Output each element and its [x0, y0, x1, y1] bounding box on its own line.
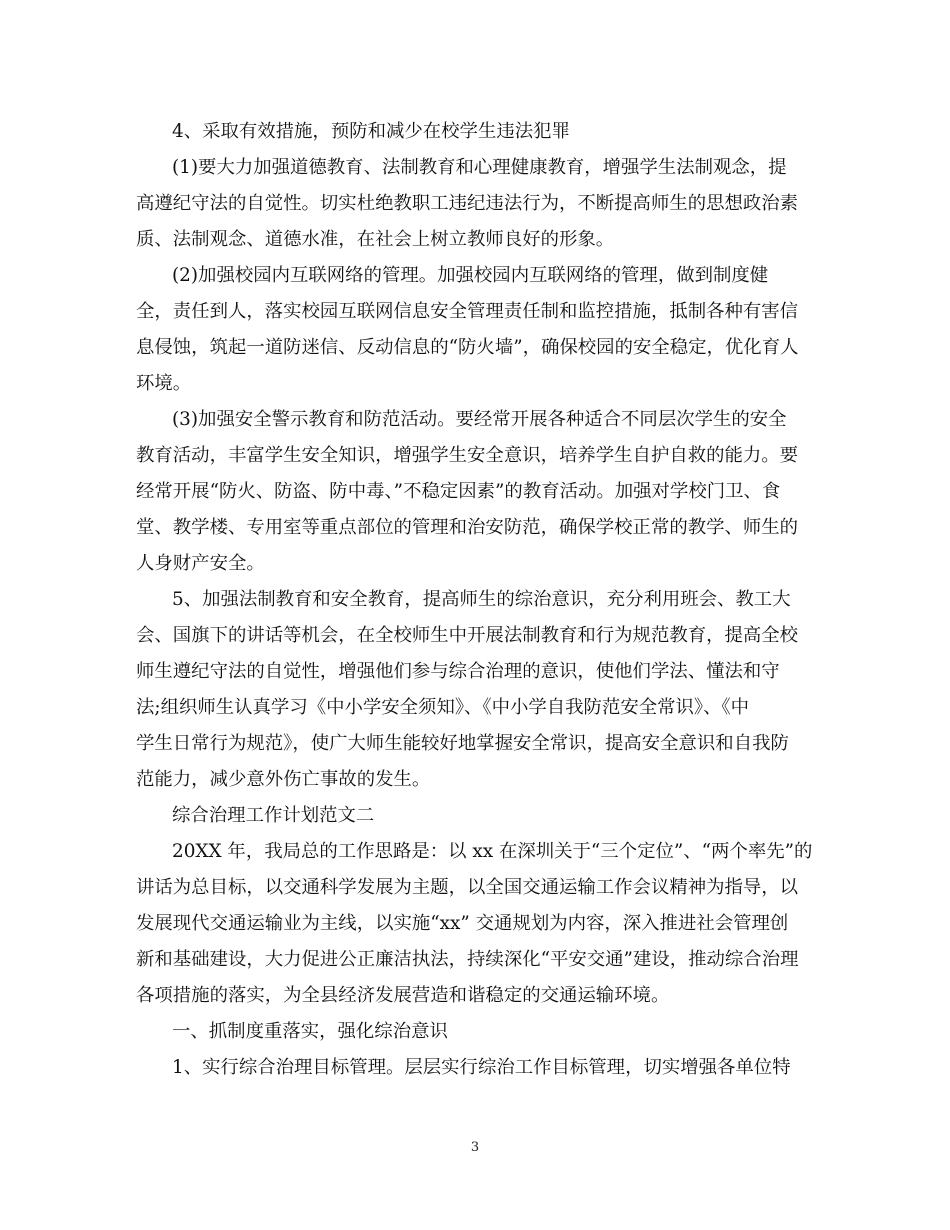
text-line: 讲话为总目标，以交通科学发展为主题，以全国交通运输工作会议精神为指导，以 — [136, 877, 799, 898]
text-line: 学生日常行为规范》，使广大师生能较好地掌握安全常识，提高安全意识和自我防 — [136, 733, 789, 754]
text-line: 全，责任到人，落实校园互联网信息安全管理责任制和监控措施，抵制各种有害信 — [136, 301, 799, 322]
text-line: 会、国旗下的讲话等机会，在全校师生中开展法制教育和行为规范教育，提高全校 — [136, 625, 799, 646]
text-line: 新和基础建设，大力促进公正廉洁执法，持续深化“平安交通”建设，推动综合治理 — [136, 949, 799, 970]
text-line: 教育活动，丰富学生安全知识，增强学生安全意识，培养学生自护自救的能力。要 — [136, 445, 799, 466]
text-line: 各项措施的落实，为全县经济发展营造和谐稳定的交通运输环境。 — [136, 985, 670, 1006]
section-heading: 综合治理工作计划范文二 — [172, 805, 375, 826]
text-line: 5、加强法制教育和安全教育，提高师生的综治意识，充分利用班会、教工大 — [172, 589, 791, 610]
text-line: 范能力，减少意外伤亡事故的发生。 — [136, 769, 431, 790]
text-line: 人身财产安全。 — [136, 553, 265, 574]
text-line: 师生遵纪守法的自觉性，增强他们参与综合治理的意识，使他们学法、懂法和守 — [136, 661, 780, 682]
text-line: 1、实行综合治理目标管理。层层实行综治工作目标管理，切实增强各单位特 — [172, 1057, 791, 1078]
text-line: 法;组织师生认真学习《中小学安全须知》、《中小学自我防范安全常识》、《中 — [136, 697, 750, 718]
text-line: 质、法制观念、道德水准，在社会上树立教师良好的形象。 — [136, 229, 615, 250]
text-line: 堂、教学楼、专用室等重点部位的管理和治安防范，确保学校正常的教学、师生的 — [136, 517, 799, 538]
text-line: 高遵纪守法的自觉性。切实杜绝教职工违纪违法行为，不断提高师生的思想政治素 — [136, 193, 799, 214]
text-line: 经常开展“防火、防盗、防中毒、”不稳定因素”的教育活动。加强对学校门卫、食 — [136, 481, 781, 502]
text-line: 20XX 年，我局总的工作思路是：以 xx 在深圳关于“三个定位”、“两个率先”的 — [172, 841, 813, 862]
text-line: (2)加强校园内互联网络的管理。加强校园内互联网络的管理，做到制度健 — [172, 265, 769, 286]
text-line: (1)要大力加强道德教育、法制教育和心理健康教育，增强学生法制观念，提 — [172, 157, 787, 178]
text-line: 4、采取有效措施，预防和减少在校学生违法犯罪 — [172, 121, 570, 142]
text-line: (3)加强安全警示教育和防范活动。要经常开展各种适合不同层次学生的安全 — [172, 409, 787, 430]
text-line: 发展现代交通运输业为主线，以实施“xx” 交通规划为内容，深入推进社会管理创 — [136, 913, 789, 934]
text-line: 环境。 — [136, 373, 192, 394]
page-number: 3 — [470, 1140, 480, 1155]
subsection-heading: 一、抓制度重落实，强化综治意识 — [172, 1021, 448, 1042]
text-line: 息侵蚀，筑起一道防迷信、反动信息的“防火墙”，确保校园的安全稳定，优化育人 — [136, 337, 799, 358]
